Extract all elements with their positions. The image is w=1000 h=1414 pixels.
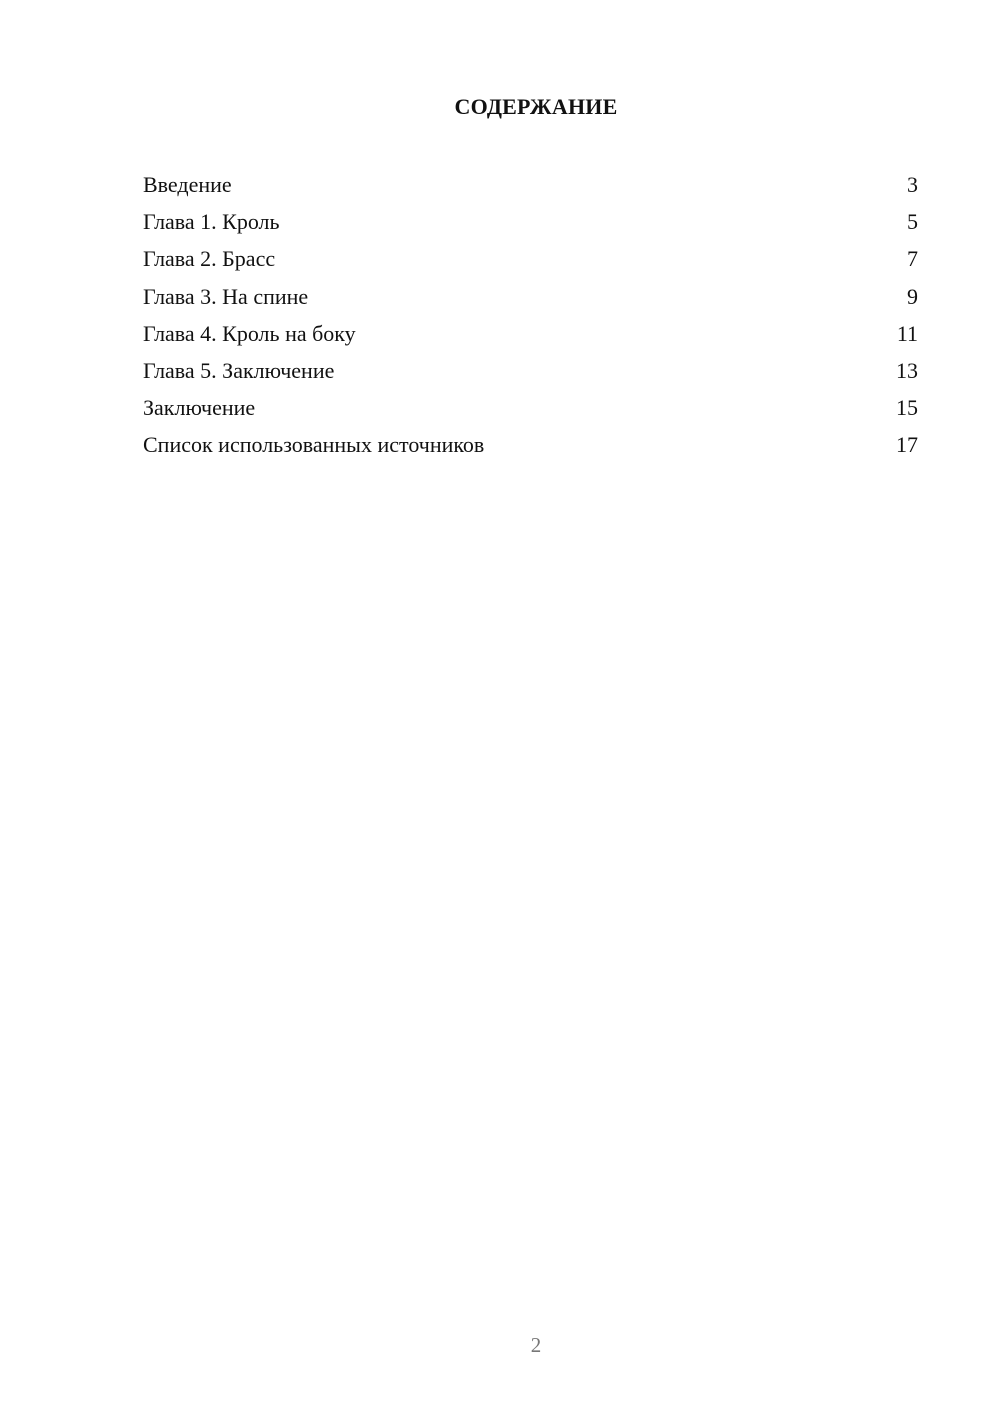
toc-entry [143, 428, 918, 465]
toc-entry-page: 17 [896, 432, 918, 458]
toc-entry-title: Введение [143, 172, 232, 197]
toc-entry-title: Глава 1. Кроль [143, 209, 280, 235]
toc-entry [143, 280, 918, 317]
toc-entry-title: Глава 5. Заключение [143, 357, 335, 383]
toc-entry [143, 391, 918, 428]
toc-entry-title: Глава 2. Брасс [143, 246, 276, 272]
toc-entry [143, 317, 918, 354]
toc-entry-page: 13 [896, 357, 918, 383]
toc-entry-title: Заключение [143, 395, 256, 421]
toc-entry [143, 354, 918, 391]
toc-entry-page: 15 [896, 395, 918, 421]
table-of-contents [143, 168, 918, 466]
page-number: 2 [530, 1333, 542, 1357]
toc-entry-title: Глава 4. Кроль на боку [143, 320, 356, 346]
toc-entry-page: 5 [907, 209, 918, 235]
toc-entry-page: 7 [907, 246, 918, 272]
toc-entry-title: Глава 3. На спине [143, 283, 309, 309]
toc-heading: СОДЕРЖАНИЕ [454, 94, 618, 119]
toc-entry-page: 9 [907, 283, 918, 309]
toc-entry-page: 3 [907, 172, 918, 197]
toc-entry-page: 11 [896, 320, 918, 346]
toc-entry-title: Список использованных источников [143, 432, 485, 458]
toc-entry [143, 205, 918, 242]
toc-entry [143, 168, 918, 205]
toc-entry [143, 242, 918, 279]
